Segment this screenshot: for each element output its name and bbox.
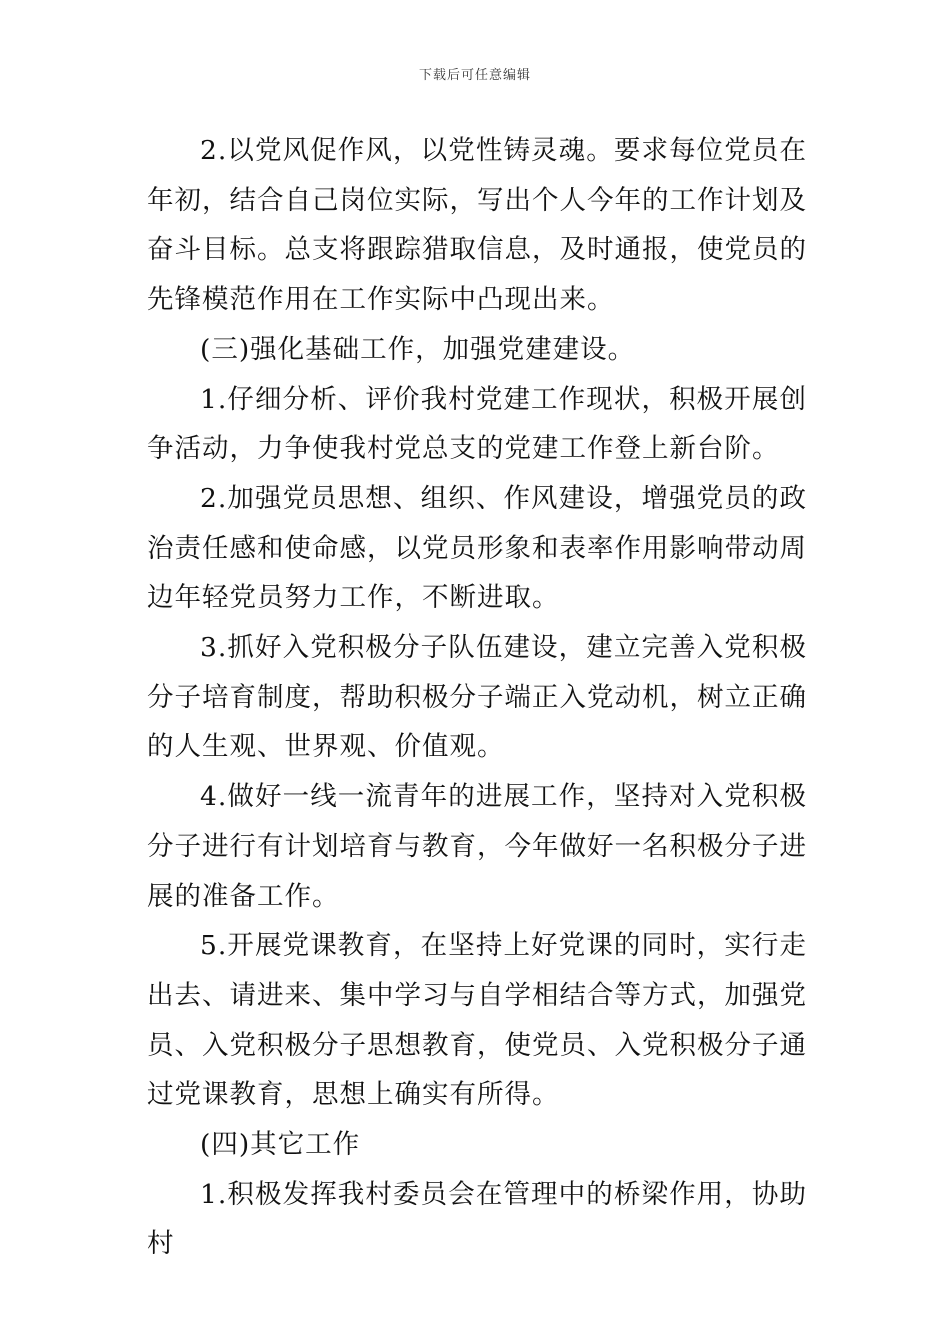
paragraph-committee: 1.积极发挥我村委员会在管理中的桥梁作用，协助村 [147,1178,807,1260]
paragraph-party-class: 5.开展党课教育，在坚持上好党课的同时，实行走出去、请进来、集中学习与自学相结合等方式，加强党员、入党积极分子思想教育，使党员、入党积极分子通过党课教育，思想上确实有所得。 [147,930,807,1111]
page-header-note: 下载后可任意编辑 [418,68,531,83]
document-body [147,126,807,1269]
section-heading-3: (三)强化基础工作，加强党建建设。 [200,333,636,365]
paragraph-member-building: 2.加强党员思想、组织、作风建设，增强党员的政治责任感和使命感，以党员形象和表率作用影响带动周边年轻党员努力工作，不断进取。 [147,482,807,614]
paragraph-activists: 3.抓好入党积极分子队伍建设，建立完善入党积极分子培育制度，帮助积极分子端正入党动机，树立正确的人生观、世界观、价值观。 [147,632,807,763]
paragraph-youth: 4.做好一线一流青年的进展工作，坚持对入党积极分子进行有计划培育与教育，今年做好一名积极分子进展的准备工作。 [147,781,807,912]
paragraph-party-style: 2.以党风促作风，以党性铸灵魂。要求每位党员在年初，结合自己岗位实际，写出个人今年的工作计划及奋斗目标。总支将跟踪猎取信息，及时通报，使党员的先锋模范作用在工作实际中凸现出来。 [147,135,807,316]
section-heading-4: (四)其它工作 [200,1129,361,1161]
paragraph-analysis: 1.仔细分析、评价我村党建工作现状，积极开展创争活动，力争使我村党总支的党建工作登上新台阶。 [147,383,807,465]
